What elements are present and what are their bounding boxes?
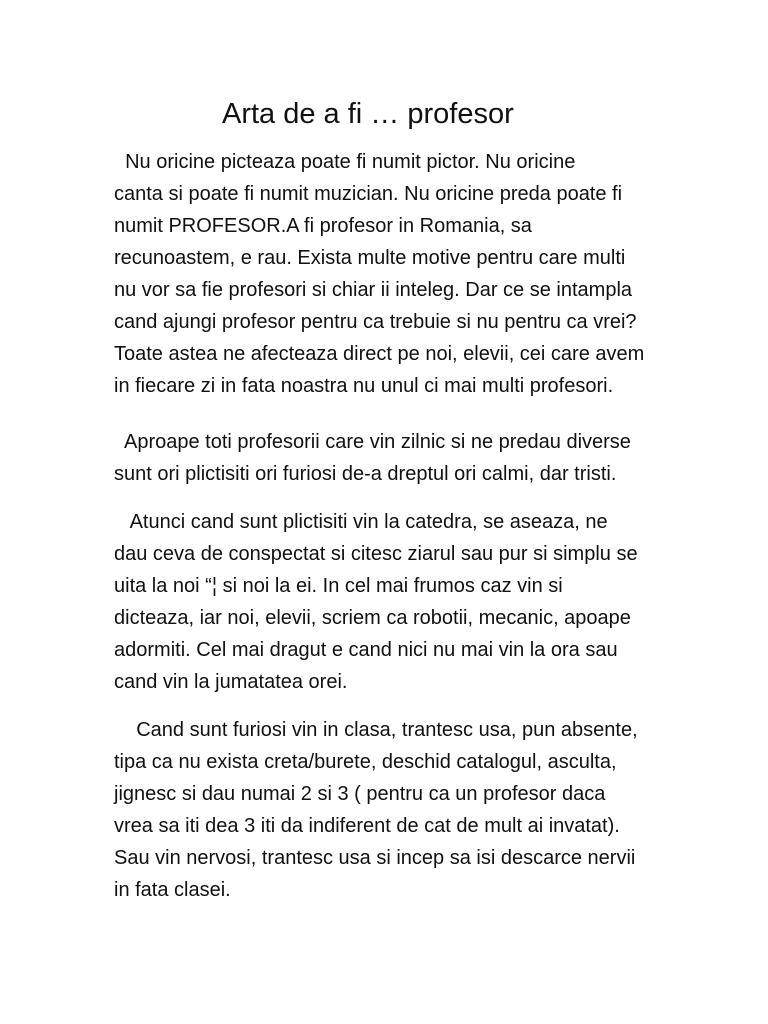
paragraph-line: adormiti. Cel mai dragut e cand nici nu mai vin la ora sau: [114, 639, 618, 661]
paragraph-1: [114, 146, 674, 402]
paragraph-line: dicteaza, iar noi, elevii, scriem ca robotii, mecanic, apoape: [114, 607, 631, 629]
paragraph-line: in fata clasei.: [114, 879, 231, 901]
paragraph-2: [114, 426, 674, 490]
paragraph-line: uita la noi “¦ si noi la ei. In cel mai frumos caz vin si: [114, 575, 563, 597]
paragraph-line: cand vin la jumatatea orei.: [114, 671, 348, 693]
paragraph-line: Toate astea ne afecteaza direct pe noi, elevii, cei care avem: [114, 343, 645, 365]
paragraph-line: Cand sunt furiosi vin in clasa, trantesc usa, pun absente,: [114, 719, 638, 741]
paragraph-line: nu vor sa fie profesori si chiar ii inteleg. Dar ce se intampla: [114, 279, 633, 301]
paragraph-line: recunoastem, e rau. Exista multe motive pentru care multi: [114, 247, 626, 269]
paragraph-line: Atunci cand sunt plictisiti vin la catedra, se aseaza, ne: [114, 511, 608, 533]
paragraph-line: canta si poate fi numit muzician. Nu oricine preda poate fi: [114, 183, 623, 205]
document-title: Arta de a fi … profesor: [222, 98, 514, 130]
paragraph-line: cand ajungi profesor pentru ca trebuie si nu pentru ca vrei?: [114, 311, 637, 333]
paragraph-4: [114, 714, 674, 906]
paragraph-line: Aproape toti profesorii care vin zilnic si ne predau diverse: [114, 431, 631, 453]
paragraph-3: [114, 506, 674, 698]
paragraph-line: in fiecare zi in fata noastra nu unul ci mai multi profesori.: [114, 375, 614, 397]
paragraph-line: Sau vin nervosi, trantesc usa si incep sa isi descarce nervii: [114, 847, 636, 869]
paragraph-line: Nu oricine picteaza poate fi numit pictor. Nu oricine: [114, 151, 576, 173]
paragraph-line: tipa ca nu exista creta/burete, deschid catalogul, asculta,: [114, 751, 617, 773]
paragraph-line: jignesc si dau numai 2 si 3 ( pentru ca un profesor daca: [114, 783, 606, 805]
paragraph-line: numit PROFESOR.A fi profesor in Romania, sa: [114, 215, 532, 237]
paragraph-line: sunt ori plictisiti ori furiosi de-a dreptul ori calmi, dar tristi.: [114, 463, 617, 485]
paragraph-line: vrea sa iti dea 3 iti da indiferent de cat de mult ai invatat).: [114, 815, 620, 837]
paragraph-line: dau ceva de conspectat si citesc ziarul sau pur si simplu se: [114, 543, 638, 565]
